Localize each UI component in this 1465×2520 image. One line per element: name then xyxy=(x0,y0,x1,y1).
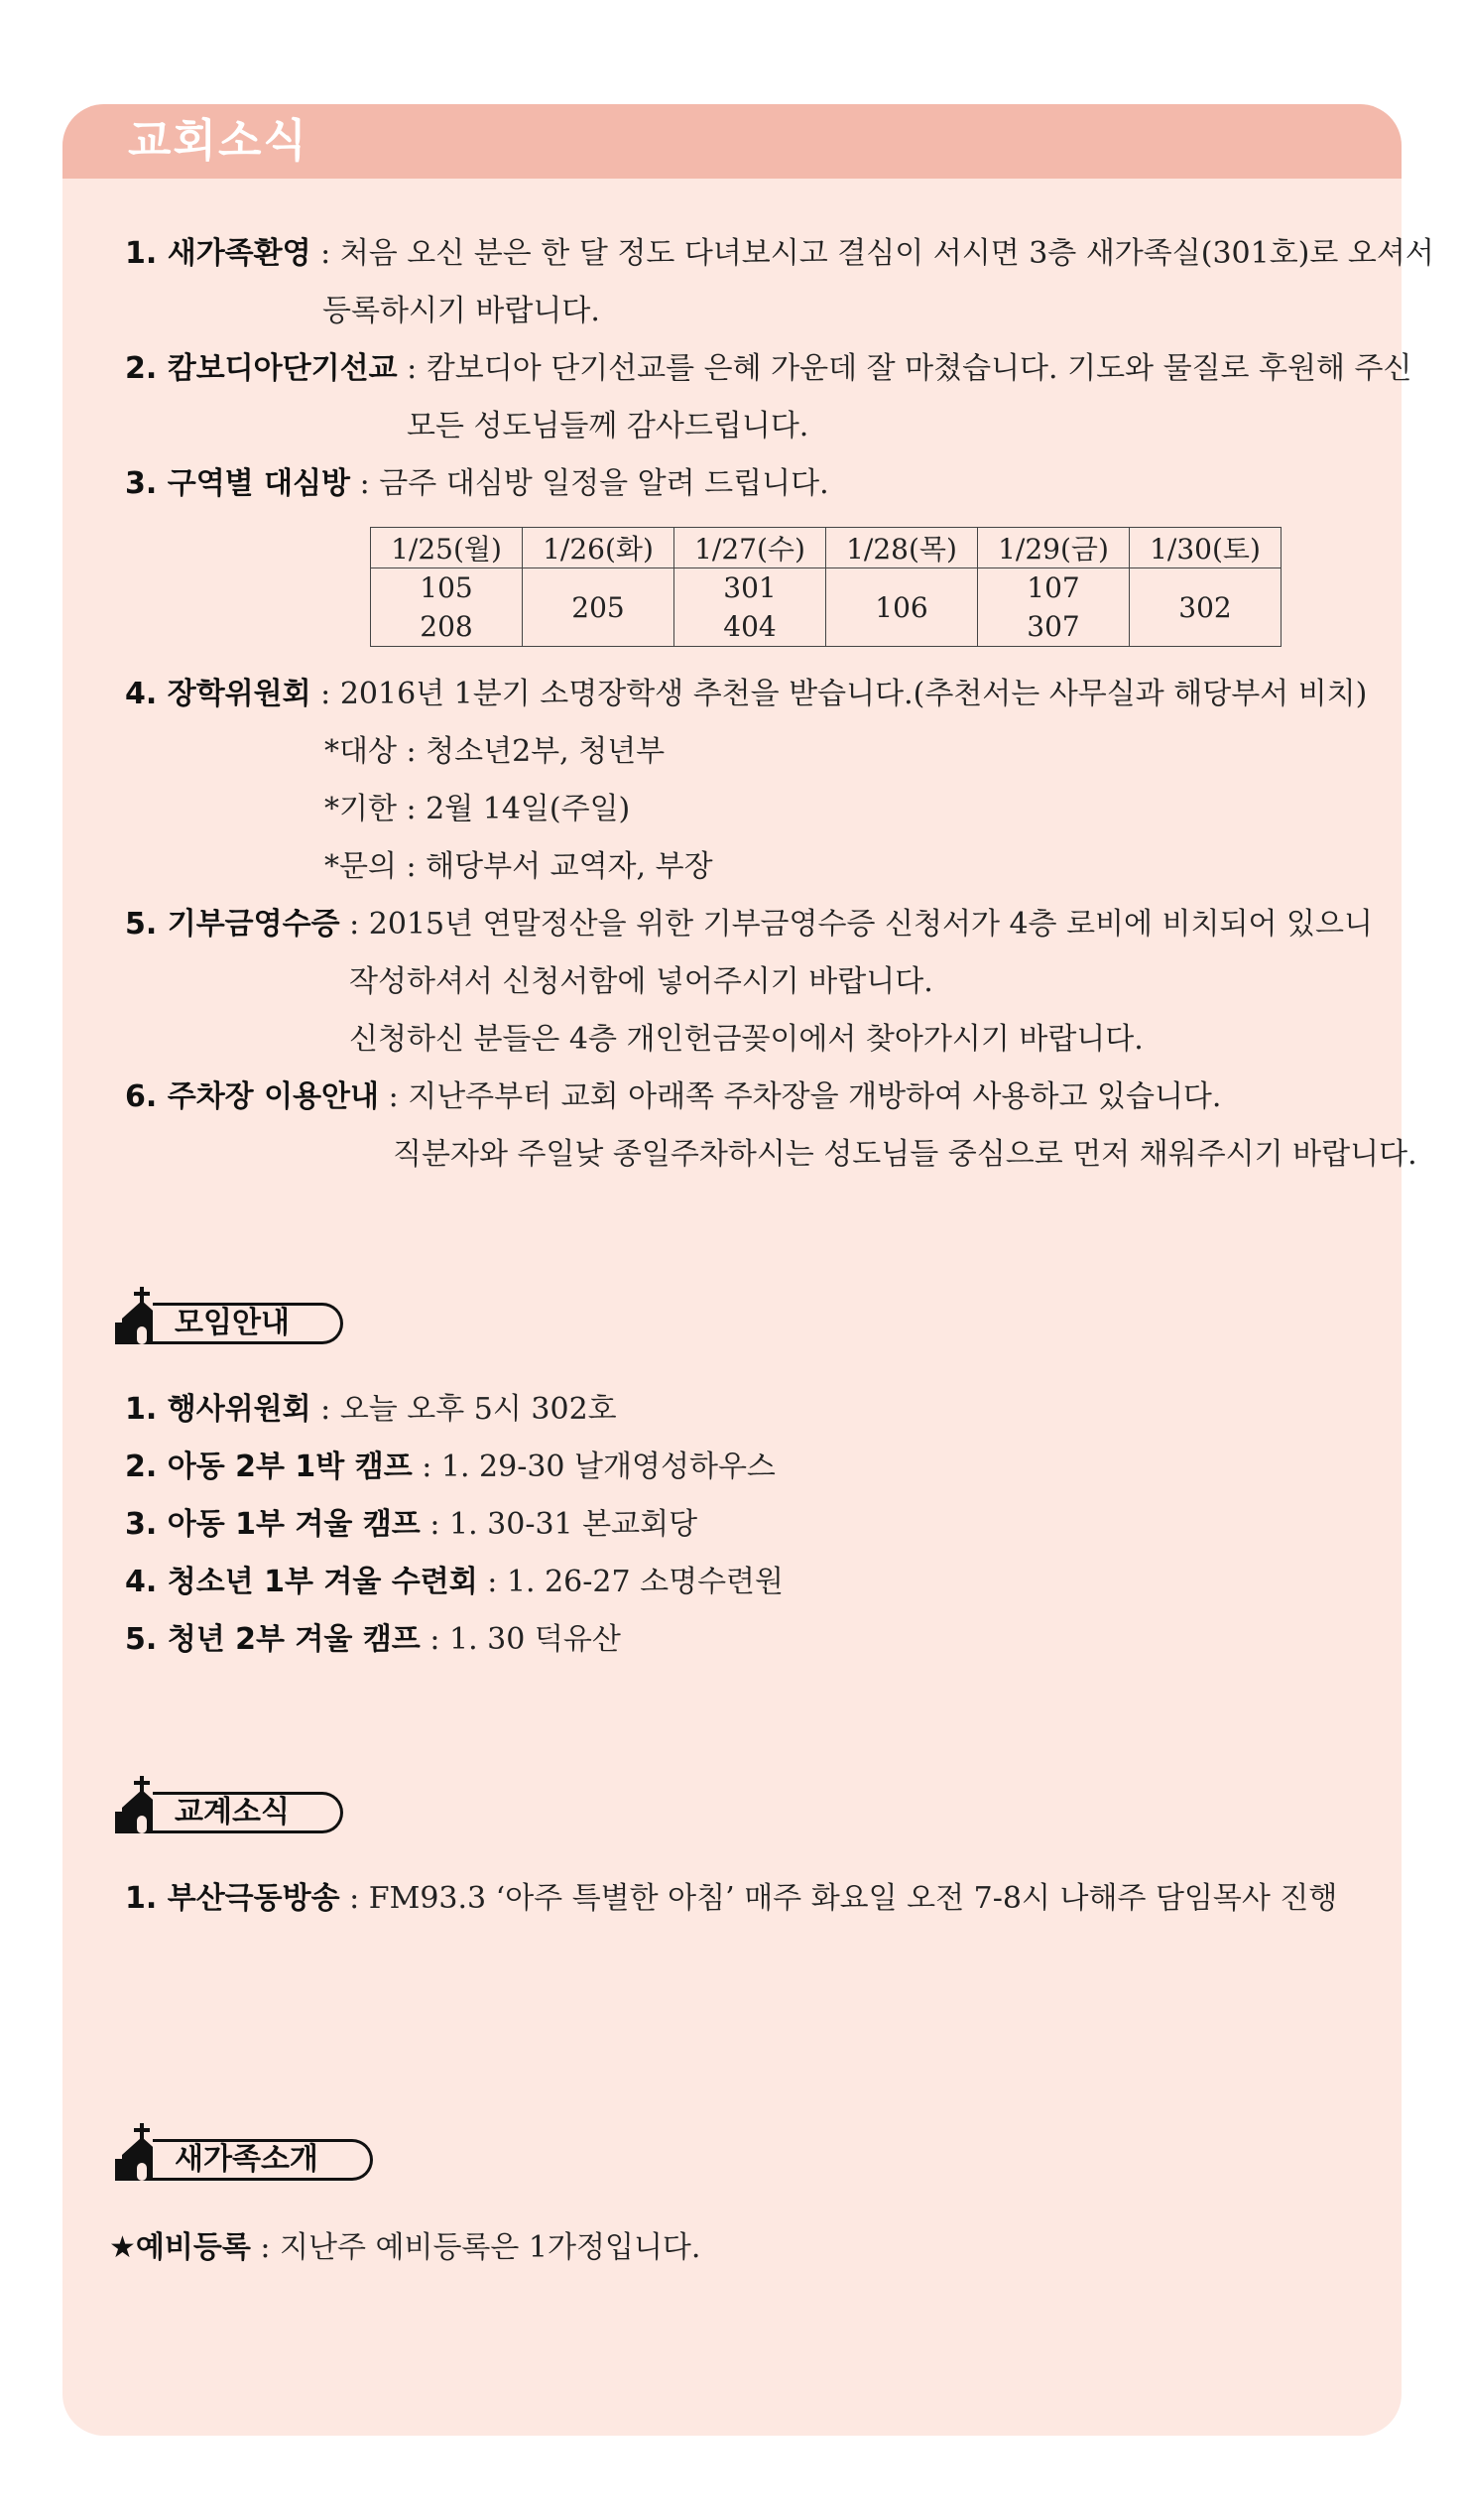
visitation-schedule-table xyxy=(370,527,1282,647)
schedule-rooms: 302 xyxy=(1130,568,1282,647)
schedule-date: 1/30(토) xyxy=(1130,528,1282,568)
news-item-4-contact: *문의 : 해당부서 교역자, 부장 xyxy=(324,849,713,884)
schedule-rooms: 107 307 xyxy=(978,568,1130,647)
schedule-date: 1/29(금) xyxy=(978,528,1130,568)
news-item-1-cont: 등록하시기 바랍니다. xyxy=(322,294,600,328)
news-item-5-cont: 신청하신 분들은 4층 개인헌금꽂이에서 찾아가시기 바랍니다. xyxy=(349,1022,1144,1057)
news-item-label: 5. 기부금영수증 xyxy=(125,907,340,942)
section-title: 교회소식 xyxy=(128,114,308,167)
church-news-panel xyxy=(62,104,1402,2436)
schedule-date: 1/28(목) xyxy=(826,528,978,568)
news-item-text: 2016년 1분기 소명장학생 추천을 받습니다.(추천서는 사무실과 해당부서 비치) xyxy=(339,677,1368,711)
schedule-date: 1/27(수) xyxy=(674,528,826,568)
news-item-text: 금주 대심방 일정을 알려 드립니다. xyxy=(379,466,829,501)
new-family-title: 새가족소개 xyxy=(175,2142,318,2177)
news-item-5-cont: 작성하셔서 신청서함에 넣어주시기 바랍니다. xyxy=(349,964,933,999)
schedule-rooms: 301 404 xyxy=(674,568,826,647)
news-item-label: 1. 새가족환영 xyxy=(125,236,311,271)
new-family-item: ★예비등록 : 지난주 예비등록은 1가정입니다. xyxy=(109,2230,701,2265)
meeting-item: 2. 아동 2부 1박 캠프 : 1. 29-30 날개영성하우스 xyxy=(125,1449,776,1484)
inter-church-header xyxy=(115,1776,343,1833)
news-item-text: 캄보디아 단기선교를 은혜 가운데 잘 마쳤습니다. 기도와 물질로 후원해 주신 xyxy=(426,351,1412,386)
schedule-rooms: 205 xyxy=(523,568,674,647)
news-item-label: 6. 주차장 이용안내 xyxy=(125,1079,380,1114)
news-item-2-cont: 모든 성도님들께 감사드립니다. xyxy=(407,409,809,443)
news-item-6-cont: 직분자와 주일낮 종일주차하시는 성도님들 중심으로 먼저 채워주시기 바랍니다. xyxy=(393,1137,1417,1172)
news-item-2: 2. 캄보디아단기선교 : 캄보디아 단기선교를 은혜 가운데 잘 마쳤습니다. 기도와 물질로 후원해 주신 xyxy=(125,351,1412,386)
schedule-date-row xyxy=(371,528,1282,568)
news-item-label: 4. 장학위원회 xyxy=(125,677,311,711)
news-item-3: 3. 구역별 대심방 : 금주 대심방 일정을 알려 드립니다. xyxy=(125,466,829,501)
news-item-text: 처음 오신 분은 한 달 정도 다녀보시고 결심이 서시면 3층 새가족실(301호)로 오셔서 xyxy=(339,236,1434,271)
news-item-4-deadline: *기한 : 2월 14일(주일) xyxy=(324,792,631,826)
schedule-room-row xyxy=(371,568,1282,647)
news-item-4-target: *대상 : 청소년2부, 청년부 xyxy=(324,734,666,769)
meeting-item: 4. 청소년 1부 겨울 수련회 : 1. 26-27 소명수련원 xyxy=(125,1565,785,1599)
news-item-label: 3. 구역별 대심방 xyxy=(125,466,351,501)
news-item-6: 6. 주차장 이용안내 : 지난주부터 교회 아래쪽 주차장을 개방하여 사용하고 있습니다. xyxy=(125,1079,1222,1114)
inter-church-title: 교계소식 xyxy=(175,1795,290,1829)
meeting-item: 5. 청년 2부 겨울 캠프 : 1. 30 덕유산 xyxy=(125,1622,621,1657)
schedule-rooms: 106 xyxy=(826,568,978,647)
schedule-date: 1/25(월) xyxy=(371,528,523,568)
meetings-pill xyxy=(153,1303,343,1344)
inter-church-pill xyxy=(153,1792,343,1833)
news-item-label: 2. 캄보디아단기선교 xyxy=(125,351,398,386)
news-item-text: 지난주부터 교회 아래쪽 주차장을 개방하여 사용하고 있습니다. xyxy=(408,1079,1222,1114)
meeting-item: 3. 아동 1부 겨울 캠프 : 1. 30-31 본교회당 xyxy=(125,1507,698,1542)
schedule-date: 1/26(화) xyxy=(523,528,674,568)
inter-church-item: 1. 부산극동방송 : FM93.3 ‘아주 특별한 아침’ 매주 화요일 오전 7-8시 나해주 담임목사 진행 xyxy=(125,1881,1338,1916)
panel-header xyxy=(62,104,1402,179)
news-item-4: 4. 장학위원회 : 2016년 1분기 소명장학생 추천을 받습니다.(추천서는 사무실과 해당부서 비치) xyxy=(125,677,1368,711)
meetings-header xyxy=(115,1287,343,1344)
new-family-pill xyxy=(153,2139,373,2181)
news-item-text: 2015년 연말정산을 위한 기부금영수증 신청서가 4층 로비에 비치되어 있으니 xyxy=(368,907,1373,942)
schedule-rooms: 105 208 xyxy=(371,568,523,647)
meeting-item: 1. 행사위원회 : 오늘 오후 5시 302호 xyxy=(125,1392,617,1427)
news-item-5: 5. 기부금영수증 : 2015년 연말정산을 위한 기부금영수증 신청서가 4층 로비에 비치되어 있으니 xyxy=(125,907,1373,942)
news-item-1: 1. 새가족환영 : 처음 오신 분은 한 달 정도 다녀보시고 결심이 서시면 3층 새가족실(301호)로 오셔서 xyxy=(125,236,1434,271)
meetings-title: 모임안내 xyxy=(175,1306,290,1340)
new-family-header xyxy=(115,2123,373,2181)
